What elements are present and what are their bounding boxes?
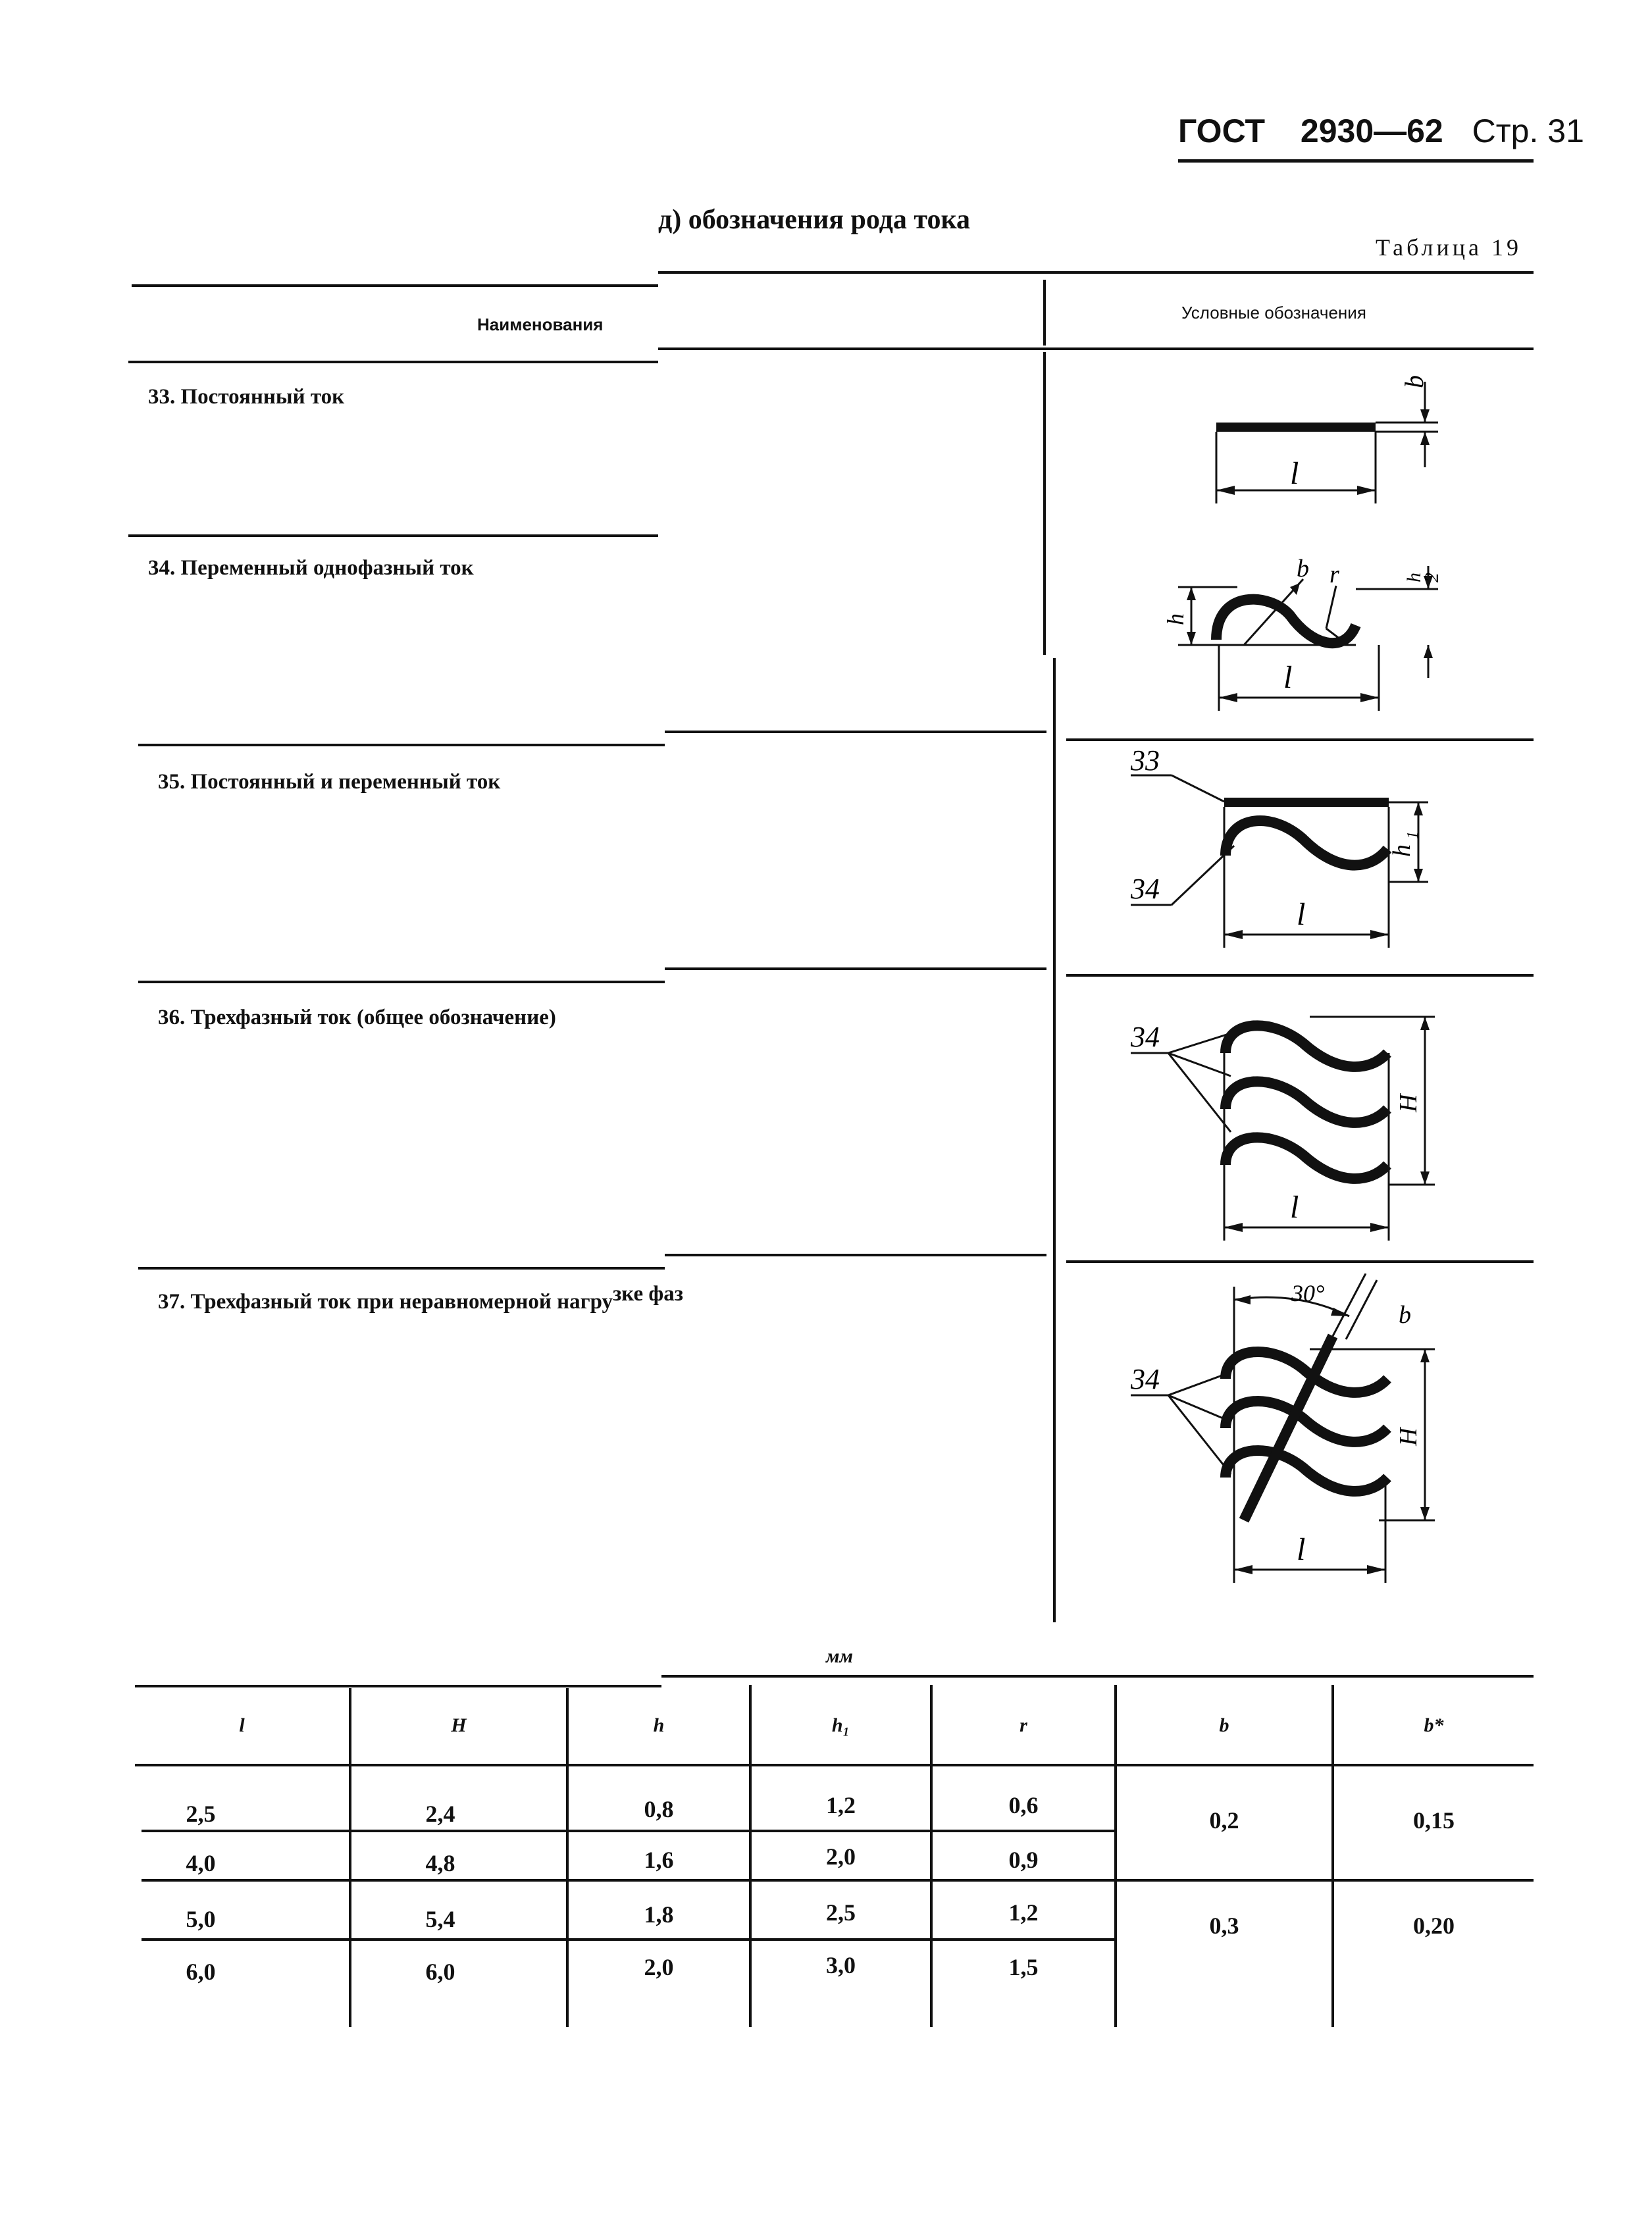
page-number: Стр. 31 [1472,113,1584,149]
section-title: д) обозначения рода тока [658,205,971,235]
dim-header-H: H [451,1714,467,1736]
row-name-34: 34. Переменный однофазный ток [148,556,474,580]
label-ref-34: 34 [1131,1363,1160,1395]
symbol-34-single-phase-ac [1139,553,1455,724]
dim-cell: 2,0 [644,1954,674,1980]
dim-cell: 0,9 [1008,1847,1039,1873]
dim-unit: мм [826,1645,854,1667]
row-rule [1066,974,1534,977]
row-rule [665,731,1046,733]
row-rule [1066,738,1534,741]
dim-cell: 6,0 [425,1959,455,1985]
table-rule [658,271,1534,274]
table-rule [132,284,658,287]
page-header [1178,112,1584,150]
header-rule [1178,159,1534,163]
dim-cell: 2,5 [186,1801,216,1827]
dim-cell: 0,6 [1008,1792,1039,1818]
symbol-33-direct-current [1185,369,1448,513]
col-header-names: Наименования [477,315,604,334]
label-l: l [1297,897,1306,932]
table-rule [658,347,1534,350]
label-b: b [1297,555,1309,582]
table-divider [1053,658,1056,1622]
dim-cell: 2,4 [425,1801,455,1827]
dim-cell-b: 0,2 [1209,1807,1239,1834]
dim-cell: 1,8 [644,1901,674,1928]
table-divider [1043,352,1046,655]
dim-cell-bstar: 0,15 [1413,1807,1455,1834]
dim-cell: 0,8 [644,1796,674,1822]
dim-cell: 1,2 [1008,1899,1039,1926]
dim-cell: 4,8 [425,1850,455,1876]
row-rule [665,1254,1046,1256]
label-l: l [1297,1532,1306,1567]
label-l: l [1290,1190,1299,1225]
symbol-35-dc-and-ac [1119,744,1435,961]
row-name-36: 36. Трехфазный ток (общее обозначение) [158,1006,556,1029]
dim-header-r: r [1020,1714,1027,1736]
dim-table-rule [135,1764,1534,1766]
row-rule [128,534,658,537]
label-h-half-den: 2 [1421,573,1443,582]
symbol-36-three-phase [1119,994,1435,1257]
row-rule [665,967,1046,970]
col-header-symbols: Условные обозначения [1181,303,1366,322]
label-ref-34: 34 [1131,873,1160,905]
label-H: H [1395,1094,1422,1112]
dim-cell: 4,0 [186,1850,216,1876]
row-name-33: 33. Постоянный ток [148,385,345,409]
dim-cell: 1,2 [826,1792,856,1818]
row-rule [138,744,665,746]
label-ref-34: 34 [1131,1021,1160,1053]
row-name-37 [158,1282,683,1314]
row-rule [138,981,665,983]
dim-row-rule [142,1879,1534,1882]
dim-cell: 3,0 [826,1952,856,1978]
label-H: H [1395,1427,1422,1446]
dim-table-rule [661,1675,1534,1678]
label-h-half-num: h [1403,573,1425,582]
row-name-37-tail: зке фаз [613,1282,683,1306]
dim-cell: 5,4 [425,1906,455,1932]
table-caption: Таблица 19 [1376,234,1522,261]
row-name-35: 35. Постоянный и переменный ток [158,770,501,794]
dim-row-rule [142,1938,1114,1941]
label-h1: h [1388,844,1416,857]
standard-label: ГОСТ [1178,113,1265,149]
table-divider [1043,280,1046,346]
label-r: r [1329,561,1339,588]
dim-cell: 5,0 [186,1906,216,1932]
dim-cell: 2,0 [826,1843,856,1870]
dim-header-b: b [1219,1714,1229,1736]
dim-cell-bstar: 0,20 [1413,1913,1455,1939]
dim-header-h1: h₁ [831,1714,850,1736]
label-ref-33: 33 [1131,744,1160,777]
dim-cell: 2,5 [826,1899,856,1926]
dim-cell: 6,0 [186,1959,216,1985]
dim-row-rule [142,1830,1114,1832]
label-angle: 30° [1291,1280,1325,1306]
dim-cell: 1,5 [1008,1954,1039,1980]
table-rule [128,361,658,363]
symbol-37-unbalanced-three-phase [1119,1273,1435,1603]
dim-cell: 1,6 [644,1847,674,1873]
dim-header-l: l [239,1714,245,1736]
label-h1-sub: 1 [1405,831,1422,839]
label-l: l [1290,456,1299,491]
label-h: h [1162,613,1189,625]
label-b: b [1399,375,1429,388]
dim-header-h: h [653,1714,665,1736]
label-l: l [1283,660,1293,695]
dim-cell-b: 0,3 [1209,1913,1239,1939]
standard-number: 2930—62 [1300,113,1443,149]
dim-table-rule [135,1685,661,1687]
row-rule [1066,1260,1534,1263]
label-b: b [1399,1301,1411,1329]
row-rule [138,1267,665,1270]
dim-header-bstar: b* [1424,1714,1444,1736]
row-name-37-main: 37. Трехфазный ток при неравномерной нагру [158,1290,613,1314]
